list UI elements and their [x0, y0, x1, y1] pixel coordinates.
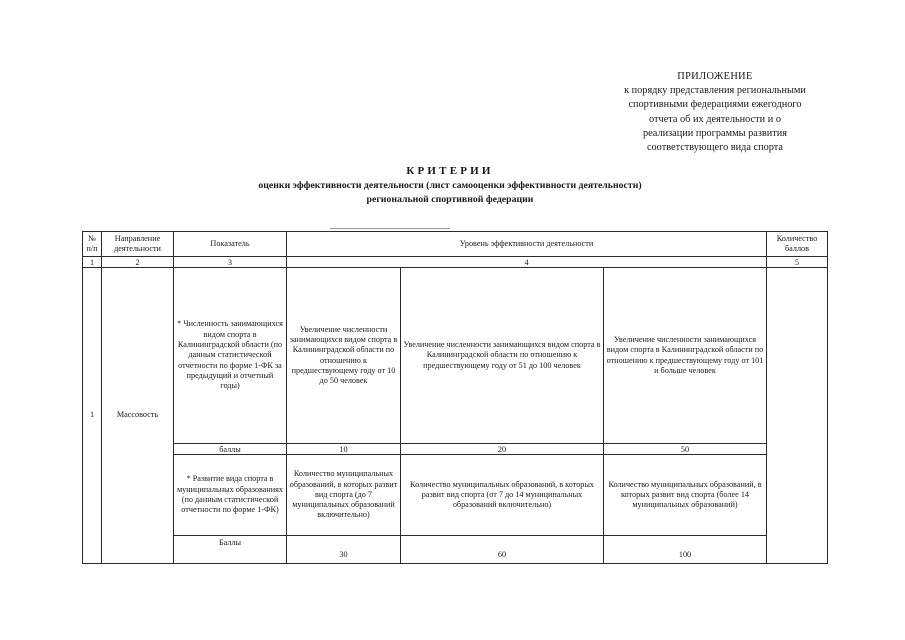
table-row: [83, 455, 828, 536]
column-number-row: [83, 257, 828, 268]
level-cell: Количество муниципальных образований, в которых развит вид спорта (более 14 муниципальных образований): [604, 455, 767, 536]
score-cell: 100: [604, 536, 767, 564]
header-points: Количество баллов: [767, 232, 828, 257]
row-direction: Массовость: [102, 268, 174, 564]
level-cell: Количество муниципальных образований, в которых развит вид спорта (от 7 до 14 муниципальных образований включительно): [401, 455, 604, 536]
header-level: Уровень эффективности деятельности: [287, 232, 767, 257]
column-number: 4: [287, 257, 767, 268]
header-direction: Направление деятельности: [102, 232, 174, 257]
score-cell: 10: [287, 444, 401, 455]
points-label: баллы: [174, 444, 287, 455]
level-cell: Увеличение численности занимающихся видом спорта в Калининградской области по отношению к предшествующему году от 10 до 50 человек: [287, 268, 401, 444]
row-number: 1: [83, 268, 102, 564]
appendix-heading: ПРИЛОЖЕНИЕ: [677, 71, 753, 82]
table-header-row: [83, 232, 828, 257]
points-label: Баллы: [174, 536, 287, 564]
appendix-line: соответствующего вида спорта: [646, 142, 784, 154]
level-cell: Количество муниципальных образований, в которых развит вид спорта (до 7 муниципальных образований включительно): [287, 455, 401, 536]
appendix-line: спортивными федерациями ежегодного: [628, 99, 802, 111]
appendix-line: отчета об их деятельности и о: [649, 113, 781, 125]
scan-artifact: [330, 228, 450, 229]
header-num: № п/п: [83, 232, 102, 257]
table-row: [83, 268, 828, 444]
score-cell: 30: [287, 536, 401, 564]
table-row: [83, 444, 828, 455]
column-number: 2: [102, 257, 174, 268]
criteria-table: [82, 231, 828, 564]
title-main: КРИТЕРИИ: [406, 165, 494, 177]
title-subtitle-2: региональной спортивной федерации: [366, 193, 534, 205]
score-cell: 50: [604, 444, 767, 455]
score-cell: 20: [401, 444, 604, 455]
points-cell: [767, 268, 828, 564]
indicator-cell: * Численность занимающихся видом спорта в Калининградской области (по данным статистической отчетности по форме 1-ФК за предыдущий и отчетный годы): [174, 268, 287, 444]
title-subtitle: оценки эффективности деятельности (лист самооценки эффективности деятельности): [258, 180, 642, 191]
table-row: [83, 536, 828, 564]
column-number: 1: [83, 257, 102, 268]
header-indicator: Показатель: [174, 232, 287, 257]
level-cell: Увеличение численности занимающихся видом спорта в Калининградской области по отношению к предшествующему году от 101 и больше человек: [604, 268, 767, 444]
appendix-line: реализации программы развития: [642, 127, 788, 139]
column-number: 5: [767, 257, 828, 268]
indicator-cell: * Развитие вида спорта в муниципальных образованиях (по данным статистической отчетности по форме 1-ФК): [174, 455, 287, 536]
appendix-block: [600, 70, 830, 155]
appendix-line: к порядку представления региональными: [624, 85, 806, 97]
level-cell: Увеличение численности занимающихся видом спорта в Калининградской области по отношению к предшествующему году от 51 до 100 человек: [401, 268, 604, 444]
document-title: [140, 164, 760, 206]
score-cell: 60: [401, 536, 604, 564]
column-number: 3: [174, 257, 287, 268]
